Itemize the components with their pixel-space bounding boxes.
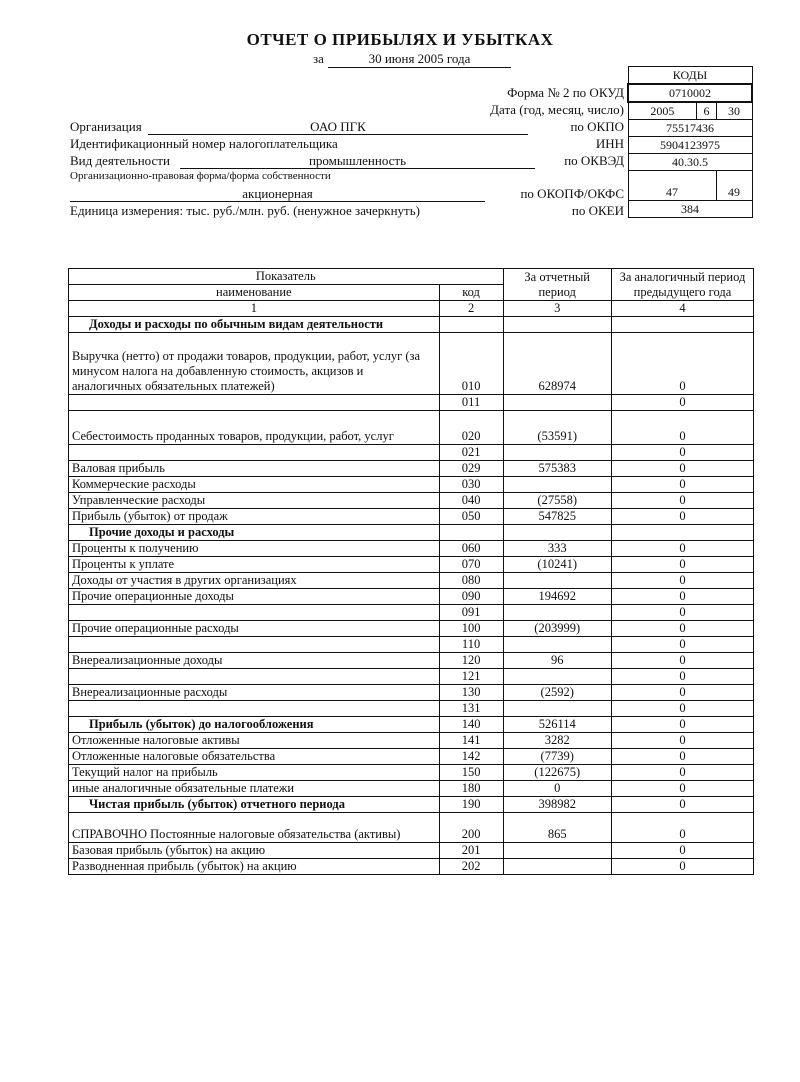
header-n1: 1 (69, 301, 440, 317)
header-current-line2: период (538, 284, 576, 299)
row-code: 140 (439, 717, 503, 733)
table-row (69, 733, 754, 749)
table-row (69, 509, 754, 525)
row-name: Прибыль (убыток) до налогообложения (69, 717, 440, 733)
row-code: 121 (439, 669, 503, 685)
row-current: 333 (503, 541, 611, 557)
period-value: 30 июня 2005 года (368, 51, 471, 66)
period-underline (328, 67, 511, 68)
row-prev: 0 (611, 557, 753, 573)
row-name (69, 701, 440, 717)
period-prefix: за (313, 51, 324, 66)
header-n2: 2 (439, 301, 503, 317)
row-current (503, 445, 611, 461)
table-row (69, 653, 754, 669)
table-row (69, 621, 754, 637)
row-code: 070 (439, 557, 503, 573)
okopf-code: 47 (628, 171, 716, 201)
row-current: 547825 (503, 509, 611, 525)
row-code: 050 (439, 509, 503, 525)
row-code: 029 (439, 461, 503, 477)
header-prev (611, 269, 753, 301)
table-row (69, 477, 754, 493)
income-statement-table (68, 268, 754, 875)
row-prev: 0 (611, 797, 753, 813)
row-name: Себестоимость проданных товаров, продукции, работ, услуг (69, 411, 440, 445)
row-current: 194692 (503, 589, 611, 605)
row-current: 628974 (503, 333, 611, 395)
row-name: Доходы и расходы по обычным видам деятельности (69, 317, 440, 333)
row-prev: 0 (611, 859, 753, 875)
table-row (69, 797, 754, 813)
row-name (69, 445, 440, 461)
row-name: Прибыль (убыток) от продаж (69, 509, 440, 525)
row-current (503, 573, 611, 589)
legal-form-value: акционерная (242, 186, 313, 201)
row-current: (2592) (503, 685, 611, 701)
row-code (439, 525, 503, 541)
date-year: 2005 (628, 102, 697, 120)
row-current: (7739) (503, 749, 611, 765)
table-row (69, 781, 754, 797)
legal-form-label: Организационно-правовая форма/форма собственности (70, 170, 331, 182)
row-prev: 0 (611, 589, 753, 605)
okopf-label: по ОКОПФ/ОКФС (520, 186, 624, 201)
report-title: ОТЧЕТ О ПРИБЫЛЯХ И УБЫТКАХ (246, 30, 554, 49)
table-row (69, 765, 754, 781)
row-prev: 0 (611, 733, 753, 749)
row-name: Отложенные налоговые обязательства (69, 749, 440, 765)
date-label: Дата (год, месяц, число) (490, 102, 624, 117)
row-name: Прочие доходы и расходы (69, 525, 440, 541)
activity-value: промышленность (308, 153, 407, 168)
row-name: иные аналогичные обязательные платежи (69, 781, 440, 797)
row-prev: 0 (611, 669, 753, 685)
row-current (503, 317, 611, 333)
okei-code: 384 (628, 201, 752, 218)
row-code: 040 (439, 493, 503, 509)
row-current (503, 843, 611, 859)
table-row (69, 701, 754, 717)
inn-code: 5904123975 (628, 137, 752, 154)
row-prev: 0 (611, 411, 753, 445)
row-current (503, 477, 611, 493)
header-n3: 3 (503, 301, 611, 317)
row-name: Прочие операционные расходы (69, 621, 440, 637)
row-code: 120 (439, 653, 503, 669)
okei-label: по ОКЕИ (571, 203, 624, 218)
row-code: 131 (439, 701, 503, 717)
row-prev (611, 317, 753, 333)
table-row (69, 637, 754, 653)
row-code: 142 (439, 749, 503, 765)
org-label: Организация (70, 119, 142, 134)
okpo-label: по ОКПО (570, 119, 624, 134)
unit-label: Единица измерения: тыс. руб./млн. руб. (ненужное зачеркнуть) (70, 203, 420, 218)
row-name: Разводненная прибыль (убыток) на акцию (69, 859, 440, 875)
row-name: Валовая прибыль (69, 461, 440, 477)
row-name: Чистая прибыль (убыток) отчетного периода (69, 797, 440, 813)
row-current (503, 637, 611, 653)
row-name: Проценты к получению (69, 541, 440, 557)
row-current: 3282 (503, 733, 611, 749)
row-prev: 0 (611, 333, 753, 395)
row-current: (27558) (503, 493, 611, 509)
header-prev-line1: За аналогичный период (619, 269, 746, 284)
row-code: 202 (439, 859, 503, 875)
table-row (69, 717, 754, 733)
row-code: 010 (439, 333, 503, 395)
row-name: Проценты к уплате (69, 557, 440, 573)
header-current (503, 269, 611, 301)
row-code: 141 (439, 733, 503, 749)
row-current: 865 (503, 813, 611, 843)
header-n4: 4 (611, 301, 753, 317)
table-row (69, 445, 754, 461)
table-row (69, 461, 754, 477)
row-code: 030 (439, 477, 503, 493)
row-current: (53591) (503, 411, 611, 445)
row-name: Текущий налог на прибыль (69, 765, 440, 781)
row-current: (10241) (503, 557, 611, 573)
table-row (69, 525, 754, 541)
row-prev: 0 (611, 621, 753, 637)
row-name (69, 669, 440, 685)
row-code: 080 (439, 573, 503, 589)
row-prev: 0 (611, 653, 753, 669)
row-current: 96 (503, 653, 611, 669)
form-label: Форма № 2 по ОКУД (507, 85, 624, 100)
header-indicator: Показатель (69, 269, 504, 285)
table-row (69, 411, 754, 445)
row-code: 130 (439, 685, 503, 701)
row-code: 110 (439, 637, 503, 653)
row-prev: 0 (611, 843, 753, 859)
row-prev: 0 (611, 781, 753, 797)
row-current (503, 701, 611, 717)
row-prev: 0 (611, 749, 753, 765)
row-prev: 0 (611, 765, 753, 781)
table-row (69, 333, 754, 395)
row-prev: 0 (611, 445, 753, 461)
row-name (69, 395, 440, 411)
row-prev: 0 (611, 717, 753, 733)
row-current: 526114 (503, 717, 611, 733)
row-prev: 0 (611, 813, 753, 843)
table-row (69, 573, 754, 589)
header-code: код (439, 285, 503, 301)
header-prev-line2: предыдущего года (633, 284, 732, 299)
codes-header: КОДЫ (628, 67, 752, 85)
table-row (69, 317, 754, 333)
row-code: 190 (439, 797, 503, 813)
row-name: Выручка (нетто) от продажи товаров, продукции, работ, услуг (за минусом налога на добавленную стоимость, акцизов и аналогичных обязательных платежей) (69, 333, 440, 395)
row-prev: 0 (611, 605, 753, 621)
row-current (503, 395, 611, 411)
form-code: 0710002 (628, 84, 752, 102)
table-row (69, 589, 754, 605)
row-current: 0 (503, 781, 611, 797)
activity-label: Вид деятельности (70, 153, 170, 168)
row-current: (203999) (503, 621, 611, 637)
row-name (69, 605, 440, 621)
row-name: Отложенные налоговые активы (69, 733, 440, 749)
row-name: Внереализационные доходы (69, 653, 440, 669)
row-code: 150 (439, 765, 503, 781)
row-prev: 0 (611, 461, 753, 477)
table-row (69, 669, 754, 685)
row-prev: 0 (611, 509, 753, 525)
inn-label: Идентификационный номер налогоплательщика (70, 136, 338, 151)
row-code: 060 (439, 541, 503, 557)
row-code: 201 (439, 843, 503, 859)
row-code: 020 (439, 411, 503, 445)
row-current (503, 605, 611, 621)
row-name: СПРАВОЧНО Постоянные налоговые обязательства (активы) (69, 813, 440, 843)
row-name: Внереализационные расходы (69, 685, 440, 701)
row-prev: 0 (611, 395, 753, 411)
row-code: 180 (439, 781, 503, 797)
table-row (69, 859, 754, 875)
row-code (439, 317, 503, 333)
row-name (69, 637, 440, 653)
table-body (69, 317, 754, 875)
table-row (69, 395, 754, 411)
row-current (503, 669, 611, 685)
row-name: Базовая прибыль (убыток) на акцию (69, 843, 440, 859)
row-name: Доходы от участия в других организациях (69, 573, 440, 589)
row-prev: 0 (611, 685, 753, 701)
table-row (69, 813, 754, 843)
row-name: Коммерческие расходы (69, 477, 440, 493)
row-name: Управленческие расходы (69, 493, 440, 509)
table-row (69, 541, 754, 557)
row-prev: 0 (611, 477, 753, 493)
inn-code-label: ИНН (595, 136, 624, 151)
row-prev: 0 (611, 573, 753, 589)
row-code: 200 (439, 813, 503, 843)
row-code: 011 (439, 395, 503, 411)
row-code: 021 (439, 445, 503, 461)
row-current: 398982 (503, 797, 611, 813)
table-row (69, 685, 754, 701)
codes-table (627, 66, 753, 218)
table-row (69, 605, 754, 621)
table-row (69, 749, 754, 765)
row-current (503, 525, 611, 541)
date-month: 6 (697, 102, 716, 120)
table-row (69, 843, 754, 859)
table-row (69, 493, 754, 509)
table-row (69, 557, 754, 573)
header-name: наименование (69, 285, 440, 301)
header-current-line1: За отчетный (524, 269, 590, 284)
row-code: 091 (439, 605, 503, 621)
okved-label: по ОКВЭД (564, 153, 624, 168)
row-code: 090 (439, 589, 503, 605)
row-prev: 0 (611, 541, 753, 557)
row-prev: 0 (611, 637, 753, 653)
okved-code: 40.30.5 (628, 154, 752, 171)
row-prev: 0 (611, 701, 753, 717)
row-prev (611, 525, 753, 541)
row-code: 100 (439, 621, 503, 637)
row-prev: 0 (611, 493, 753, 509)
okfs-code: 49 (716, 171, 752, 201)
row-name: Прочие операционные доходы (69, 589, 440, 605)
row-current: (122675) (503, 765, 611, 781)
org-value: ОАО ПГК (310, 119, 366, 134)
row-current (503, 859, 611, 875)
okpo-code: 75517436 (628, 120, 752, 137)
row-current: 575383 (503, 461, 611, 477)
date-day: 30 (716, 102, 752, 120)
